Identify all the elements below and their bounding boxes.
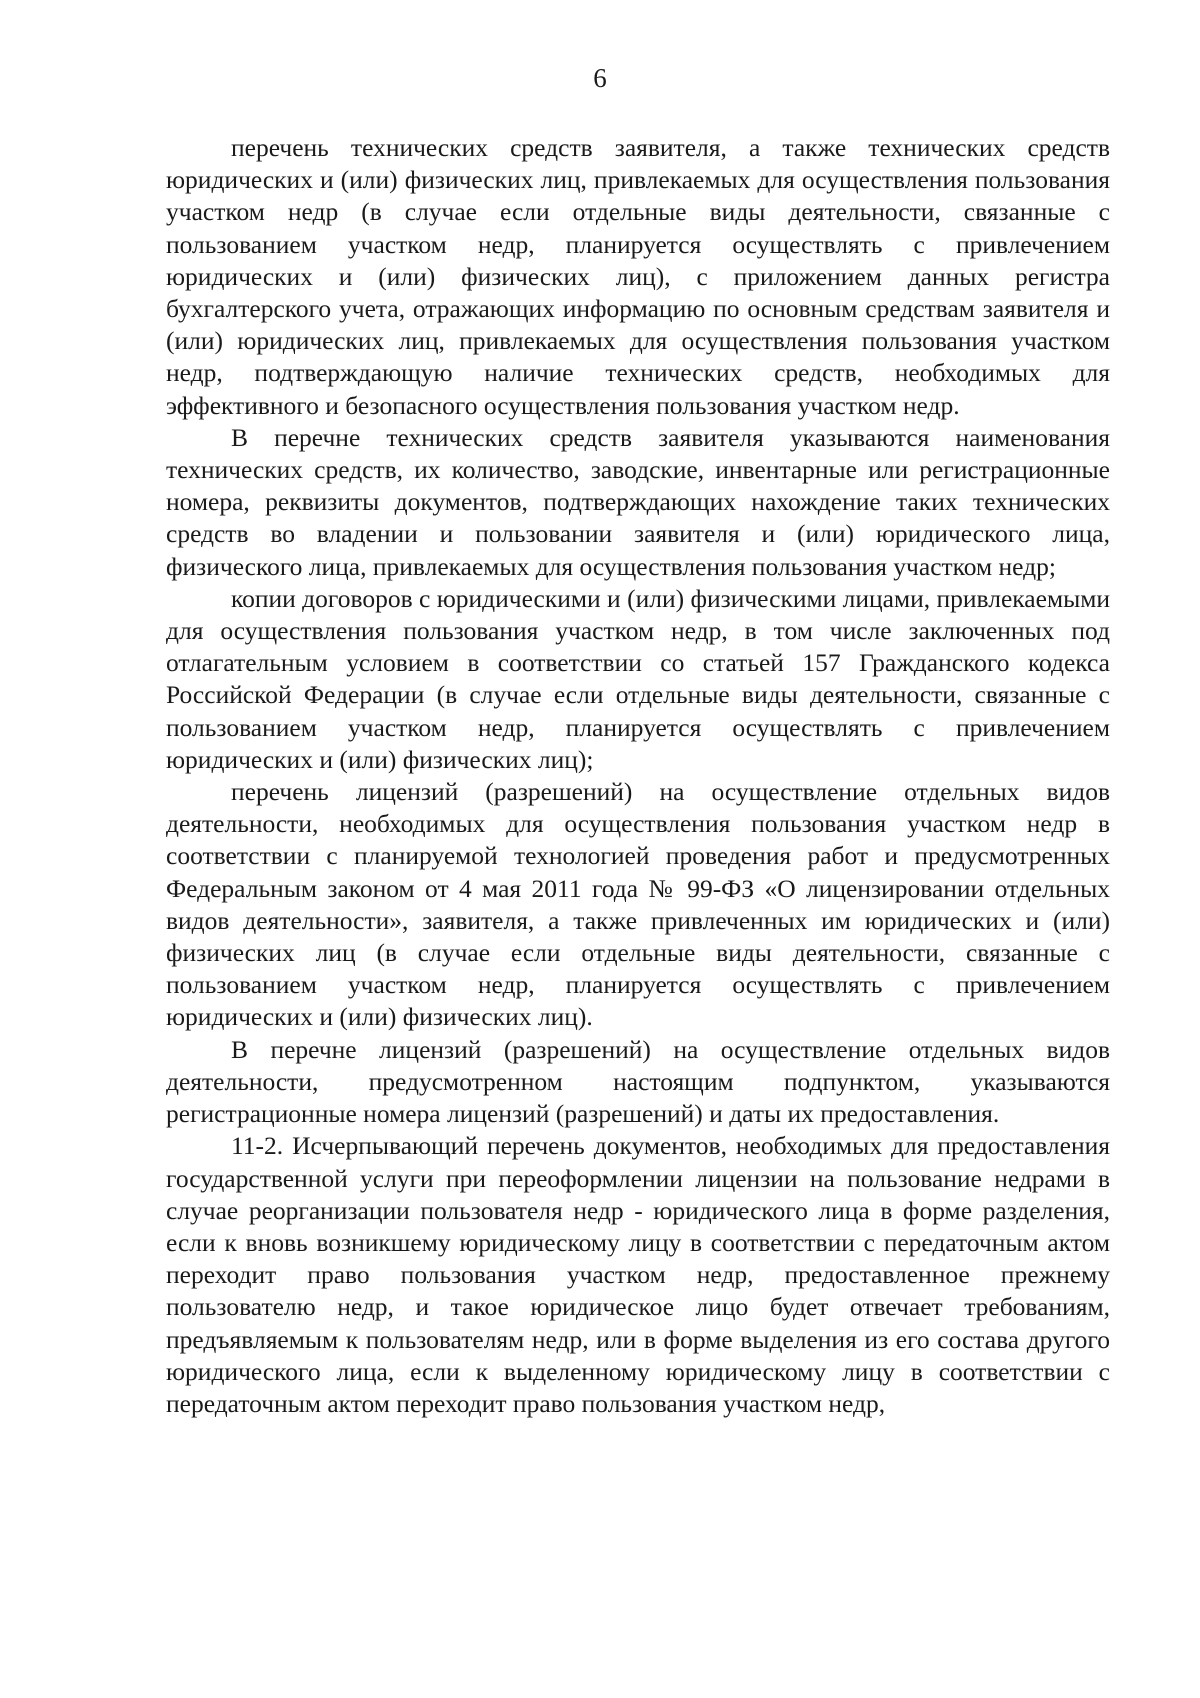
paragraph-licenses-list: перечень лицензий (разрешений) на осуществление отдельных видов деятельности, необходимых для осуществления пользования участком недр в соответствии с планируемой технологией проведения работ и предусмотренных Федеральным законом от 4 мая 2011 года № 99-ФЗ «О лицензировании отдельных видов деятельности», заявителя, а также привлеченных им юридических и (или) физических лиц (в случае если отдельные виды деятельности, связанные с пользованием участком недр, планируется осуществлять с привлечением юридических и (или) физических лиц). <box>166 777 1110 1032</box>
paragraph-licenses-details: В перечне лицензий (разрешений) на осуществление отдельных видов деятельности, предусмотренном настоящим подпунктом, указываются регистрационные номера лицензий (разрешений) и даты их предоставления. <box>166 1034 1110 1129</box>
paragraph-clause-11-2: 11-2. Исчерпывающий перечень документов, необходимых для предоставления государственной услуги при переоформлении лицензии на пользование недрами в случае реорганизации пользователя недр - юридического лица в форме разделения, если к вновь возникшему юридическому лицу в соответствии с передаточным актом переходит право пользования участком недр, предоставленное прежнему пользователю недр, и такое юридическое лицо будет отвечает требованиям, предъявляемым к пользователям недр, или в форме выделения из его состава другого юридического лица, если к выделенному юридическому лицу в соответствии с передаточным актом переходит право пользования участком недр, <box>166 1131 1110 1418</box>
document-body <box>166 132 1110 1420</box>
paragraph-contract-copies: копии договоров с юридическими и (или) физическими лицами, привлекаемыми для осуществления пользования участком недр, в том числе заключенных под отлагательным условием в соответствии со статьей 157 Гражданского кодекса Российской Федерации (в случае если отдельные виды деятельности, связанные с пользованием участком недр, планируется осуществлять с привлечением юридических и (или) физических лиц); <box>166 583 1110 774</box>
paragraph-technical-means-details: В перечне технических средств заявителя указываются наименования технических средств, их количество, заводские, инвентарные или регистрационные номера, реквизиты документов, подтверждающих нахождение таких технических средств во владении и пользовании заявителя и (или) юридического лица, физического лица, привлекаемых для осуществления пользования участком недр; <box>166 422 1110 581</box>
page-number: 6 <box>593 63 607 93</box>
paragraph-technical-means-list: перечень технических средств заявителя, а также технических средств юридических и (или) физических лиц, привлекаемых для осуществления пользования участком недр (в случае если отдельные виды деятельности, связанные с пользованием участком недр, планируется осуществлять с привлечением юридических и (или) физических лиц), с приложением данных регистра бухгалтерского учета, отражающих информацию по основным средствам заявителя и (или) юридических лиц, привлекаемых для осуществления пользования участком недр, подтверждающую наличие технических средств, необходимых для эффективного и безопасного осуществления пользования участком недр. <box>166 133 1110 420</box>
